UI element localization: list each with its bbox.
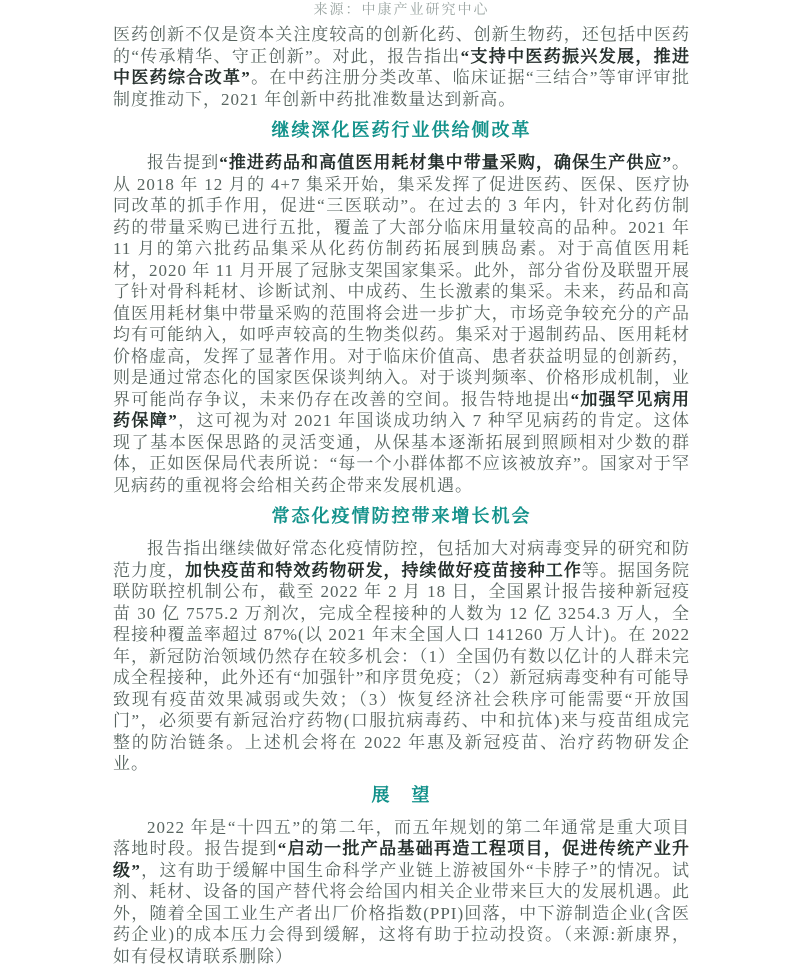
body-text: 。在中药注册分类改革、临床证据“三结合”等审评审批制度推动下，2021 年创新中药批准数量达到新高。 [113,68,690,109]
emphasis-text: “推进药品和高值医用耗材集中带量采购，确保生产供应” [219,153,672,172]
paragraph [113,24,690,110]
article-body [113,24,690,967]
body-text: 等。据国务院联防联控机制公布，截至 2022 年 2 月 18 日，全国累计报告接种新冠疫苗 30 亿 7575.2 万剂次，完成全程接种的人数为 12 亿 3254.3 万人，全程接种覆盖率超过 87%(以 2021 年末全国人口 141260 万人计)。在 2022 年，新冠防治领域仍然存在较多机会：（1）全国仍有数以亿计的人群未完成全程接种，此外还有“加强针”和序贯免疫；（2）新冠病毒变种有可能导致现有疫苗效果减弱或失效；（3）恢复经济社会秩序可能需要“开放国门”，必须要有新冠治疗药物(口服抗病毒药、中和抗体)来与疫苗组成完整的防治链条。上述机会将在 2022 年惠及新冠疫苗、治疗药物研发企业。 [113,561,690,774]
source-line: 来源：中康产业研究中心 [113,3,690,19]
paragraph [113,152,690,496]
paragraph [113,817,690,967]
section-heading: 继续深化医药行业供给侧改革 [113,120,690,141]
body-text: ，这有助于缓解中国生命科学产业链上游被国外“卡脖子”的情况。试剂、耗材、设备的国产替代将会给国内相关企业带来巨大的发展机遇。此外，随着全国工业生产者出厂价格指数(PPI)回落，中下游制造企业(含医药企业)的成本压力会得到缓解，这将有助于拉动投资。（来源:新康界，如有侵权请联系删除） [113,861,690,966]
emphasis-text: “支持中医药振兴发展，推进中医药综合改革” [113,47,690,88]
body-text: 2022 年是“十四五”的第二年，而五年规划的第二年通常是重大项目落地时段。报告提到 [113,818,690,859]
body-text: 报告提到 [147,153,219,172]
body-text: 医药创新不仅是资本关注度较高的创新化药、创新生物药，还包括中医药的“传承精华、守正创新”。对此，报告指出 [113,25,690,66]
body-text: 。从 2018 年 12 月的 4+7 集采开始，集采发挥了促进医药、医保、医疗协同改革的抓手作用，促进“三医联动”。在过去的 3 年内，针对化药仿制药的带量采购已进行五批，覆盖了大部分临床用量较高的品种。2021 年 11 月的第六批药品集采从化药仿制药拓展到胰岛素。对于高值医用耗材，2020 年 11 月开展了冠脉支架国家集采。此外，部分省份及联盟开展了针对骨科耗材、诊断试剂、中成药、生长激素的集采。未来，药品和高值医用耗材集中带量采购的范围将会进一步扩大，市场竞争较充分的产品均有可能纳入，如呼声较高的生物类似药。集采对于遏制药品、医用耗材价格虚高，发挥了显著作用。对于临床价值高、患者获益明显的创新药，则是通过常态化的国家医保谈判纳入。对于谈判频率、价格形成机制，业界可能尚存争议，未来仍存在改善的空间。报告特地提出 [113,153,690,409]
emphasis-text: “启动一批产品基础再造工程项目，促进传统产业升级” [113,839,690,880]
section-heading: 展 望 [113,785,690,806]
emphasis-text: 加快疫苗和特效药物研发，持续做好疫苗接种工作 [185,561,582,580]
body-text: ，这可视为对 2021 年国谈成功纳入 7 种罕见病药的肯定。这体现了基本医保思路的灵活变通，从保基本逐渐拓展到照顾相对少数的群体，正如医保局代表所说：“每一个小群体都不应该被放弃”。国家对于罕见病药的重视将会给相关药企带来发展机遇。 [113,411,690,495]
paragraph [113,538,690,775]
body-text: 报告指出继续做好常态化疫情防控，包括加大对病毒变异的研究和防范力度， [113,539,690,580]
section-heading: 常态化疫情防控带来增长机会 [113,506,690,527]
emphasis-text: “加强罕见病用药保障” [113,390,690,431]
